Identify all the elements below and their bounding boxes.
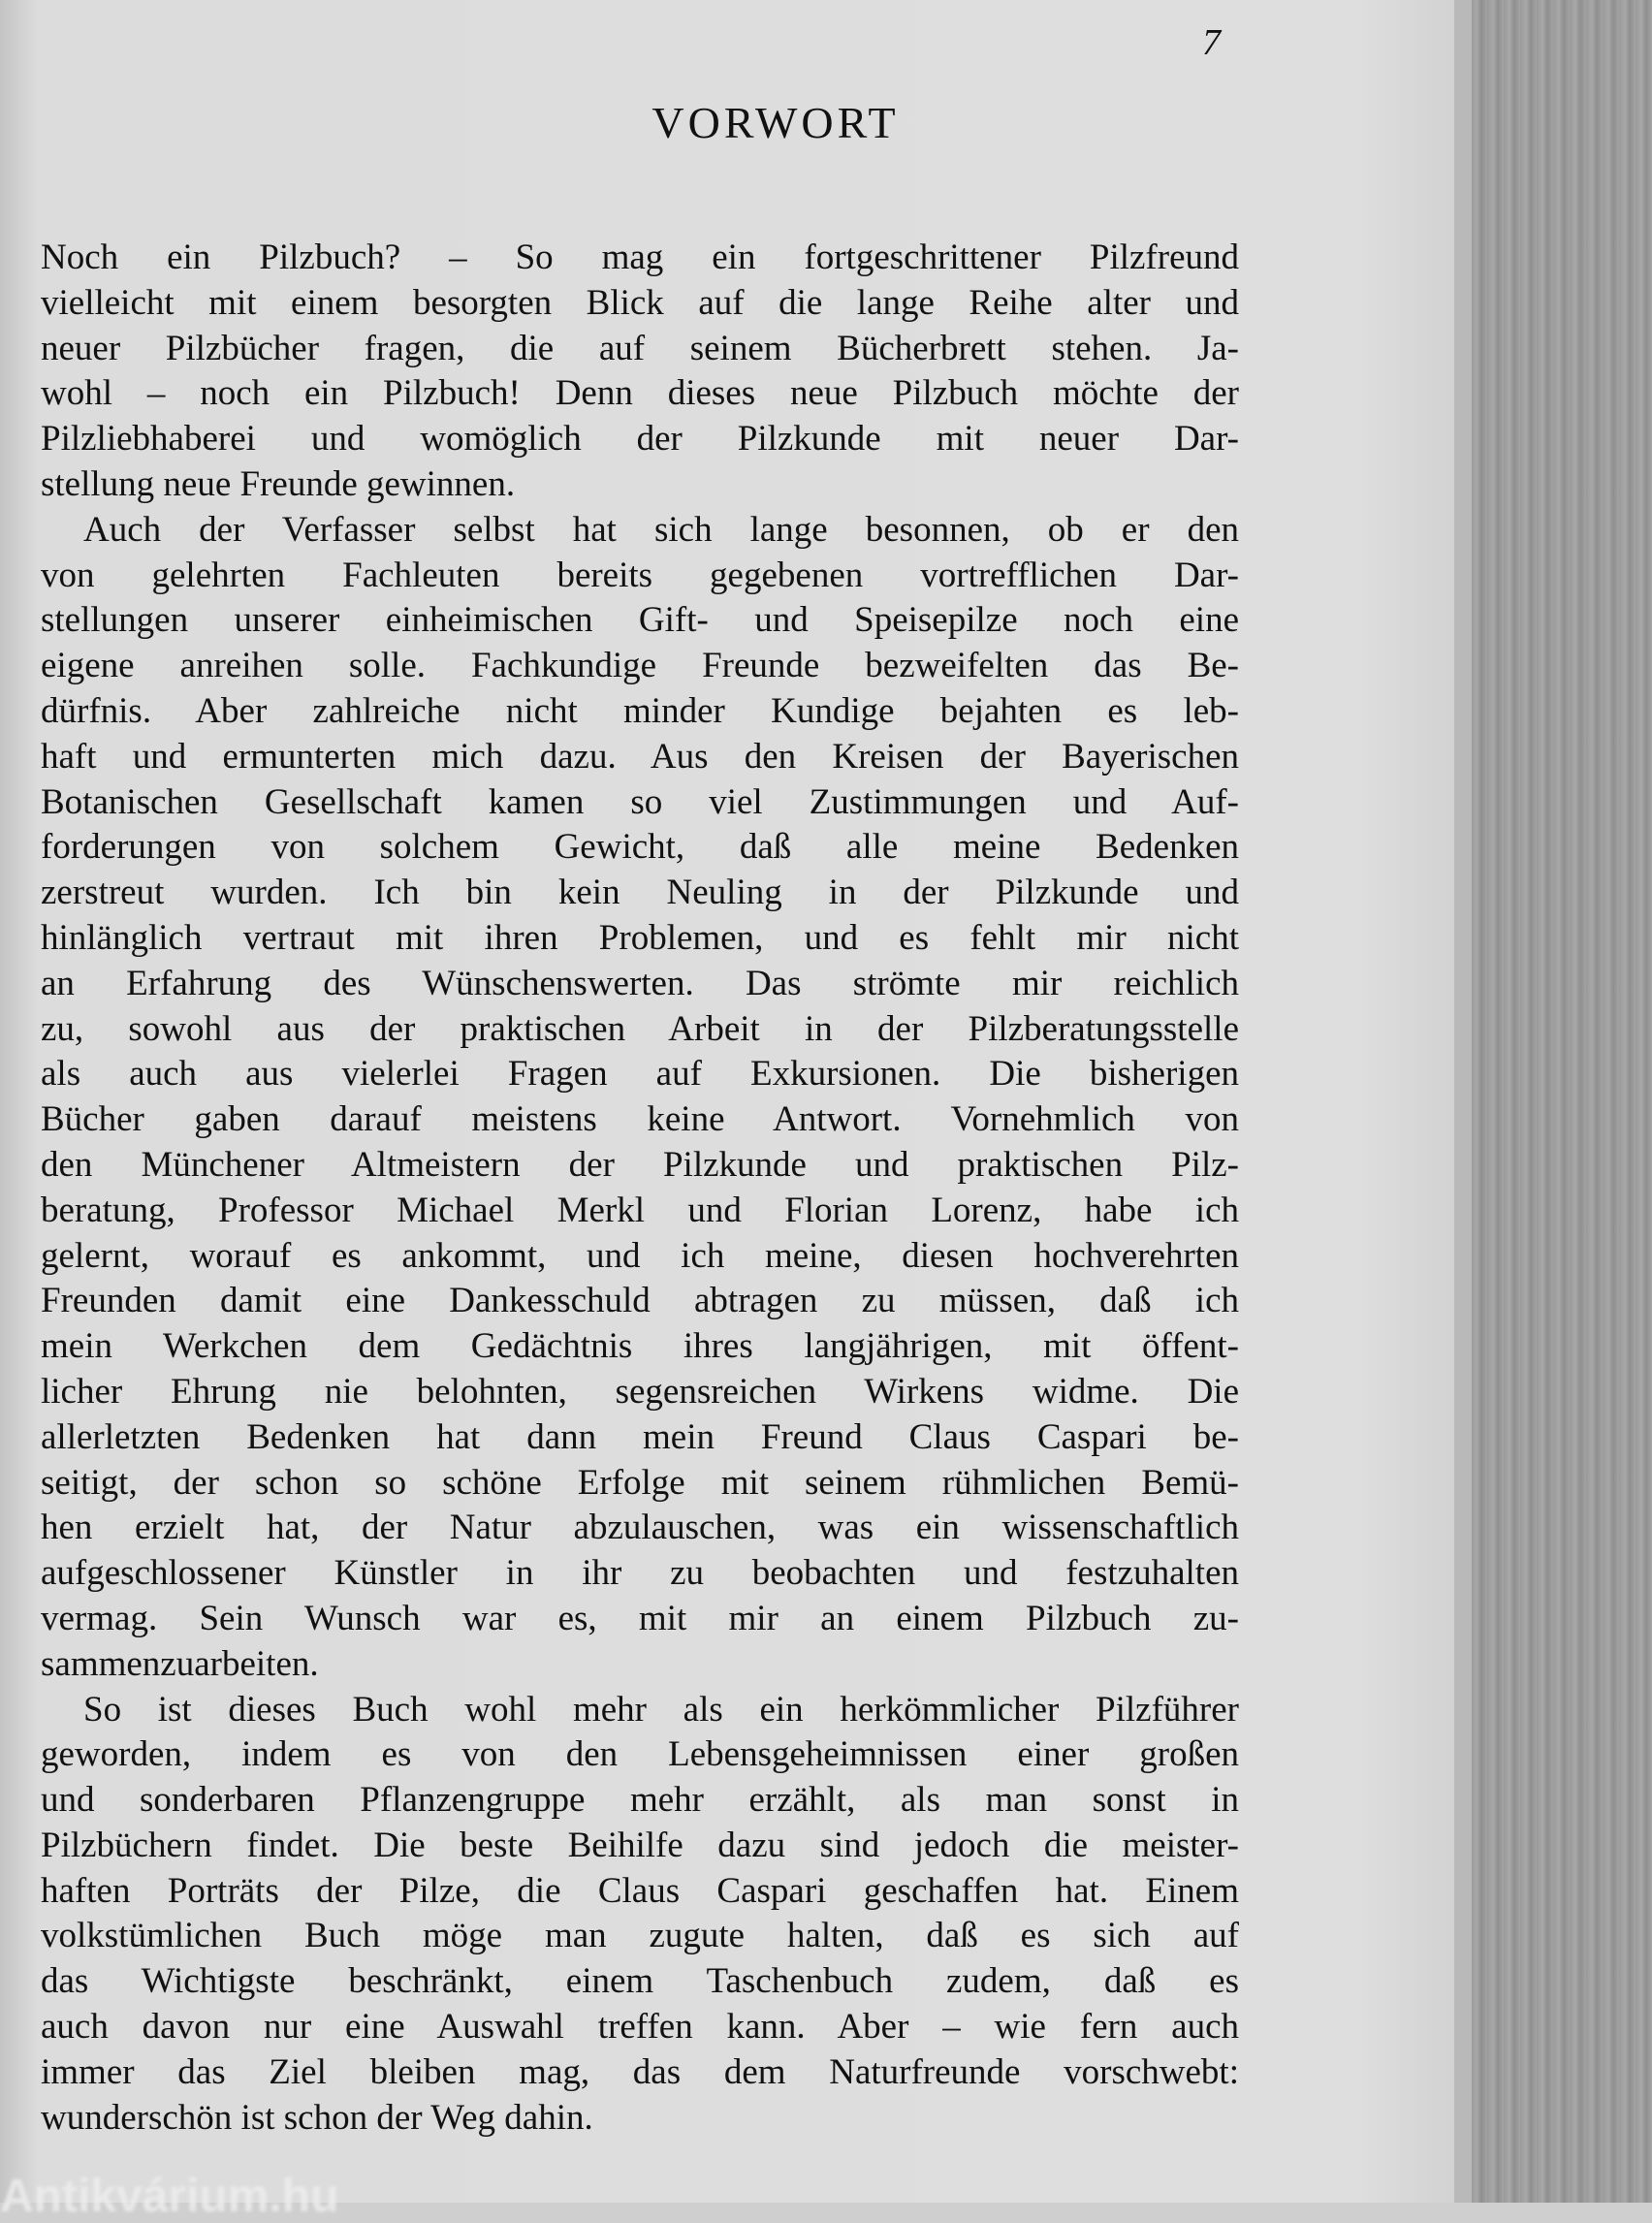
text-line: aufgeschlossener Künstler in ihr zu beobachten und festzuhalten: [41, 1553, 1239, 1594]
text-line: stellung neue Freunde gewinnen.: [41, 463, 516, 504]
text-line: gelernt, worauf es ankommt, und ich meine, diesen hochverehrten: [41, 1235, 1239, 1276]
text-line: wohl – noch ein Pilzbuch! Denn dieses neue Pilzbuch möchte der: [41, 373, 1239, 414]
text-line: den Münchener Altmeistern der Pilzkunde und praktischen Pilz-: [41, 1144, 1239, 1185]
page-edge-shadow: [1454, 0, 1472, 2203]
text-line: licher Ehrung nie belohnten, segensreichen Wirkens widme. Die: [41, 1371, 1239, 1412]
text-line: seitigt, der schon so schöne Erfolge mit seinem rühmlichen Bemü-: [41, 1462, 1239, 1503]
text-line: haften Porträts der Pilze, die Claus Caspari geschaffen hat. Einem: [41, 1870, 1239, 1911]
text-line: als auch aus vielerlei Fragen auf Exkursionen. Die bisherigen: [41, 1054, 1239, 1095]
text-line: das Wichtigste beschränkt, einem Taschenbuch zudem, daß es: [41, 1961, 1239, 2002]
text-line: haft und ermunterten mich dazu. Aus den Kreisen der Bayerischen: [41, 736, 1239, 777]
text-line: Pilzliebhaberei und womöglich der Pilzkunde mit neuer Dar-: [41, 419, 1239, 460]
text-line: und sonderbaren Pflanzengruppe mehr erzählt, als man sonst in: [41, 1780, 1239, 1821]
page-edge-stack: [1454, 0, 1652, 2203]
text-line: Freunden damit eine Dankesschuld abtragen zu müssen, daß ich: [41, 1281, 1239, 1321]
text-line: an Erfahrung des Wünschenswerten. Das strömte mir reichlich: [41, 963, 1239, 1003]
text-line: hen erzielt hat, der Natur abzulauschen, was ein wissenschaftlich: [41, 1508, 1239, 1548]
text-line: stellungen unserer einheimischen Gift- und Speisepilze noch eine: [41, 600, 1239, 641]
text-line: eigene anreihen solle. Fachkundige Freunde bezweifelten das Be-: [41, 646, 1239, 686]
body-text: [41, 236, 1239, 2141]
text-line: So ist dieses Buch wohl mehr als ein herkömmlicher Pilzführer: [83, 1689, 1239, 1730]
text-line: vermag. Sein Wunsch war es, mit mir an einem Pilzbuch zu-: [41, 1598, 1239, 1638]
text-line: sammenzuarbeiten.: [41, 1643, 319, 1684]
text-line: zu, sowohl aus der praktischen Arbeit in der Pilzberatungsstelle: [41, 1008, 1239, 1049]
text-line: Pilzbüchern findet. Die beste Beihilfe dazu sind jedoch die meister-: [41, 1825, 1239, 1865]
text-line: immer das Ziel bleiben mag, das dem Naturfreunde vorschwebt:: [41, 2051, 1239, 2092]
text-line: auch davon nur eine Auswahl treffen kann. Aber – wie fern auch: [41, 2007, 1239, 2048]
text-line: von gelehrten Fachleuten bereits gegebenen vortrefflichen Dar-: [41, 555, 1239, 595]
text-line: volkstümlichen Buch möge man zugute halten, daß es sich auf: [41, 1916, 1239, 1956]
text-line: allerletzten Bedenken hat dann mein Freund Claus Caspari be-: [41, 1416, 1239, 1457]
text-line: Bücher gaben darauf meistens keine Antwort. Vornehmlich von: [41, 1099, 1239, 1140]
text-line: Auch der Verfasser selbst hat sich lange besonnen, ob er den: [83, 509, 1239, 550]
chapter-title: VORWORT: [651, 98, 900, 147]
text-line: zerstreut wurden. Ich bin kein Neuling in der Pilzkunde und: [41, 873, 1239, 913]
text-line: dürfnis. Aber zahlreiche nicht minder Kundige bejahten es leb-: [41, 690, 1239, 731]
text-line: hinlänglich vertraut mit ihren Problemen, und es fehlt mir nicht: [41, 917, 1239, 958]
text-line: neuer Pilzbücher fragen, die auf seinem Bücherbrett stehen. Ja-: [41, 328, 1239, 368]
text-line: forderungen von solchem Gewicht, daß alle meine Bedenken: [41, 827, 1239, 868]
watermark: Antikvárium.hu: [0, 2171, 339, 2222]
text-line: beratung, Professor Michael Merkl und Florian Lorenz, habe ich: [41, 1190, 1239, 1230]
text-line: Botanischen Gesellschaft kamen so viel Zustimmungen und Auf-: [41, 781, 1239, 822]
text-line: vielleicht mit einem besorgten Blick auf die lange Reihe alter und: [41, 282, 1239, 323]
text-line: wunderschön ist schon der Weg dahin.: [41, 2097, 593, 2138]
text-line: geworden, indem es von den Lebensgeheimnissen einer großen: [41, 1734, 1239, 1775]
text-line: Noch ein Pilzbuch? – So mag ein fortgeschrittener Pilzfreund: [41, 238, 1239, 277]
text-line: mein Werkchen dem Gedächtnis ihres langjährigen, mit öffent-: [41, 1326, 1239, 1367]
page-number: 7: [1202, 22, 1221, 63]
